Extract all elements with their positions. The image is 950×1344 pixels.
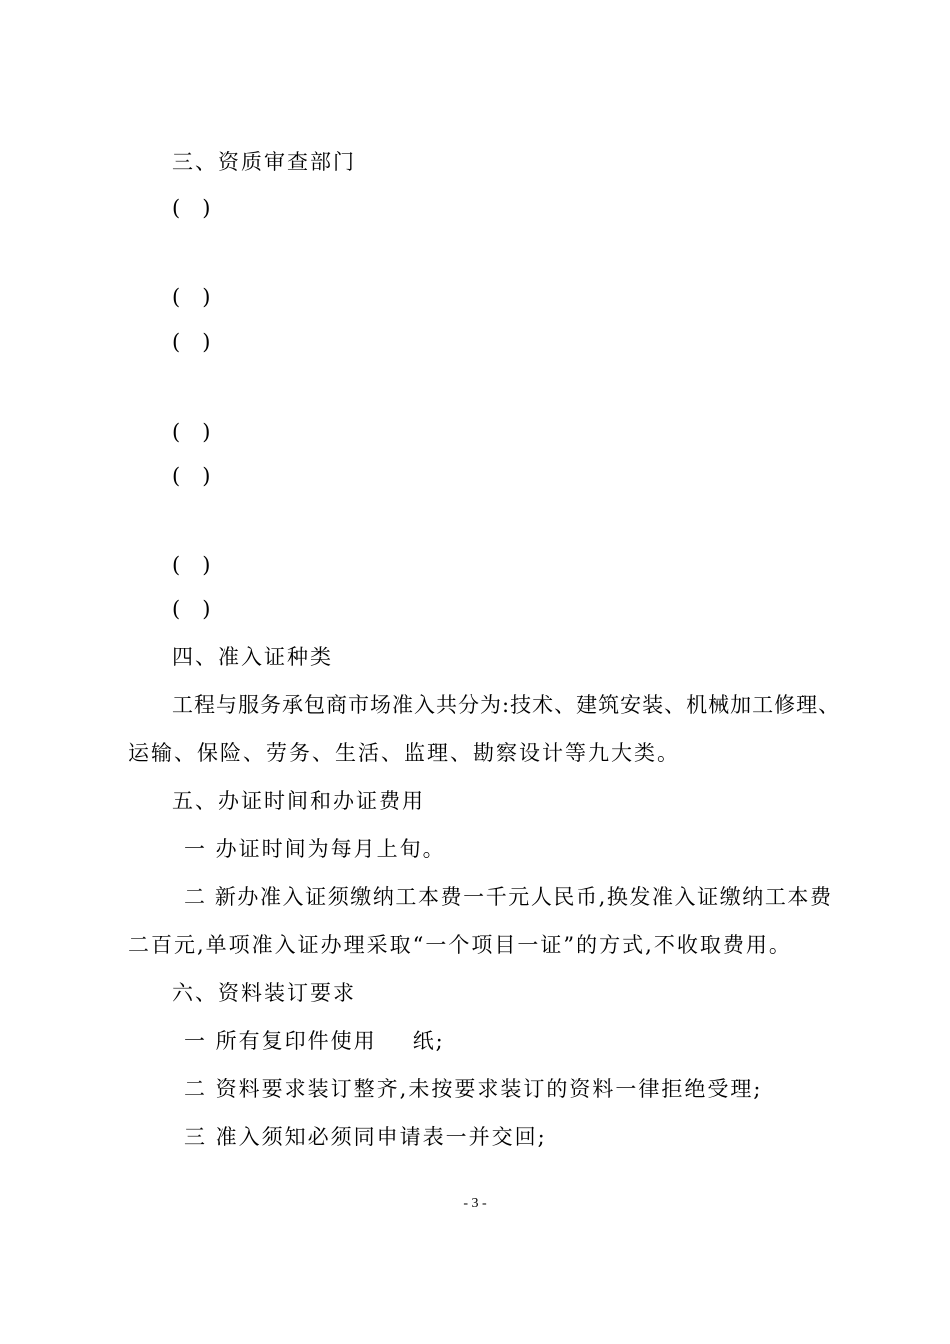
paren-open: ( — [172, 553, 181, 577]
blank-paren-3 — [172, 328, 210, 356]
paren-close: ) — [202, 420, 211, 444]
s4-paragraph-line-1: 工程与服务承包商市场准入共分为:技术、建筑安装、机械加工修理、 — [172, 693, 841, 717]
blank-paren-2 — [172, 283, 210, 311]
paren-close: ) — [202, 330, 211, 354]
s6-item-1-text-b: 纸; — [412, 1029, 445, 1053]
blank-paren-6 — [172, 551, 210, 579]
blank-paren-7 — [172, 595, 210, 623]
s4-paragraph-line-2: 运输、保险、劳务、生活、监理、勘察设计等九大类。 — [128, 741, 680, 765]
paren-close: ) — [202, 553, 211, 577]
s6-item-1 — [184, 1027, 445, 1055]
s6-item-2: 二 资料要求装订整齐,未按要求装订的资料一律拒绝受理; — [184, 1077, 763, 1101]
section-heading-6: 六、资料装订要求 — [172, 981, 356, 1005]
paren-open: ( — [172, 420, 181, 444]
paren-open: ( — [172, 196, 181, 220]
paren-close: ) — [202, 285, 211, 309]
s5-item-2-line-1: 二 新办准入证须缴纳工本费一千元人民币,换发准入证缴纳工本费 — [184, 885, 832, 909]
paren-open: ( — [172, 285, 181, 309]
s6-item-3: 三 准入须知必须同申请表一并交回; — [184, 1125, 547, 1149]
s5-item-2-line-2: 二百元,单项准入证办理采取“一个项目一证”的方式,不收取费用。 — [128, 933, 792, 957]
paren-open: ( — [172, 597, 181, 621]
blank-paren-4 — [172, 418, 210, 446]
s5-item-1: 一 办证时间为每月上旬。 — [184, 837, 446, 861]
s6-item-1-text-a: 一 所有复印件使用 — [184, 1029, 377, 1053]
section-heading-5: 五、办证时间和办证费用 — [172, 789, 425, 813]
paren-open: ( — [172, 464, 181, 488]
section-heading-3: 三、资质审查部门 — [172, 150, 356, 174]
blank-paren-5 — [172, 462, 210, 490]
paren-close: ) — [202, 464, 211, 488]
blank-paren-1 — [172, 194, 210, 222]
paren-close: ) — [202, 196, 211, 220]
section-heading-4: 四、准入证种类 — [172, 645, 333, 669]
paren-open: ( — [172, 330, 181, 354]
page-number: - 3 - — [463, 1196, 487, 1211]
paren-close: ) — [202, 597, 211, 621]
